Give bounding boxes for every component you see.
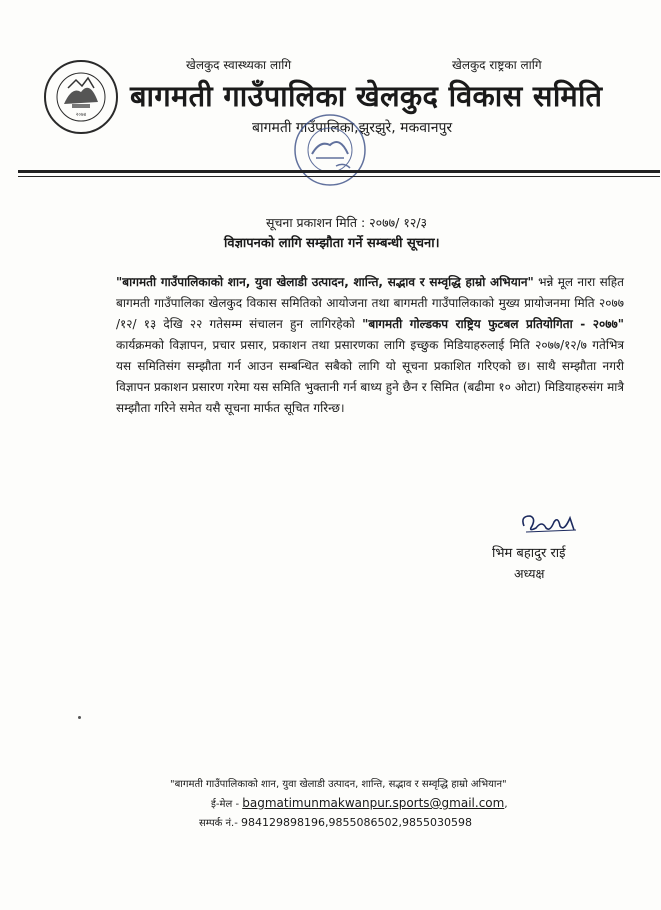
footer-phone [199, 815, 472, 829]
body-text-2: कार्यक्रमको विज्ञापन, प्रचार प्रसार, प्रकाशन तथा प्रसारणका लागि इच्छुक मिडियाहरुलाई मिति २०७७/१२/७ गतेभित्र यस समितिसंग सम्झौता गर्न आउन सम्बन्धित सबैको लागि यो सूचना प्रकाशित गरिएको छ। साथै सम्झौता नगरी विज्ञापन प्रकाशन प्रसारण गरेमा यस समिति भुक्तानी गर्न बाध्य हुने छैन र सिमित (बढीमा १० ओटा) मिडियाहरुसंग मात्रै सम्झौता गरिने समेत यसै सूचना मार्फत सूचित गरिन्छ। [116, 338, 624, 415]
signatory-name: भिम बहादुर राई [492, 546, 566, 561]
footer-slogan: "बागमती गाउँपालिकाको शान, युवा खेलाडी उत्पादन, शान्ति, सद्भाव र सम्वृद्धि हाम्रो अभियान" [170, 779, 507, 790]
signatory-title: अध्यक्ष [514, 566, 545, 581]
body-text-1: भन्ने मूल नारा सहित बागमती गाउँपालिका खेलकुद विकास समितिको आयोजना तथा बागमती गाउँपालिकाको मुख्य प्रायोजनमा मिति २०७७ /१२/ १३ देखि २२ गतेसम्म संचालन हुन लागिरहेको [116, 275, 625, 331]
slogan-text: "बागमती गाउँपालिकाको शान, युवा खेलाडी उत्पादन, शान्ति, सद्भाव र सम्वृद्धि हाम्रो अभियान" [116, 275, 534, 289]
handwritten-signature [516, 508, 582, 538]
notice-heading: विज्ञापनको लागि सम्झौता गर्ने सम्बन्धी सूचना। [224, 236, 440, 251]
header-rule-thick [18, 170, 660, 173]
municipality-seal-logo [42, 58, 120, 136]
header-rule-thin [18, 176, 660, 177]
email-link[interactable]: bagmatimunmakwanpur.sports@gmail.com [242, 796, 505, 810]
email-suffix: , [504, 799, 508, 810]
page-title: बागमती गाउँपालिका खेलकुद विकास समिति [130, 79, 603, 113]
tagline-right: खेलकुद राष्ट्रका लागि [452, 58, 542, 72]
scan-speck [78, 716, 81, 719]
phone-numbers: 9841298981​96,9855086502,9855030598 [241, 816, 472, 829]
phone-label: सम्पर्क नं.- [199, 818, 242, 829]
address-subtitle: बागमती गाउँपालिका,झुरझुरे, मकवानपुर [252, 120, 453, 136]
footer-email [211, 796, 508, 810]
publication-date: सूचना प्रकाशन मिति : २०७७/ १२/३ [266, 215, 428, 230]
event-name: "बागमती गोल्डकप राष्ट्रिय फुटबल प्रतियोगिता - २०७७" [362, 317, 624, 331]
notice-body [116, 272, 624, 419]
tagline-left: खेलकुद स्वास्थ्यका लागि [186, 58, 292, 72]
email-label: ई-मेल - [211, 799, 243, 810]
svg-text:२०७४: २०७४ [75, 112, 87, 118]
